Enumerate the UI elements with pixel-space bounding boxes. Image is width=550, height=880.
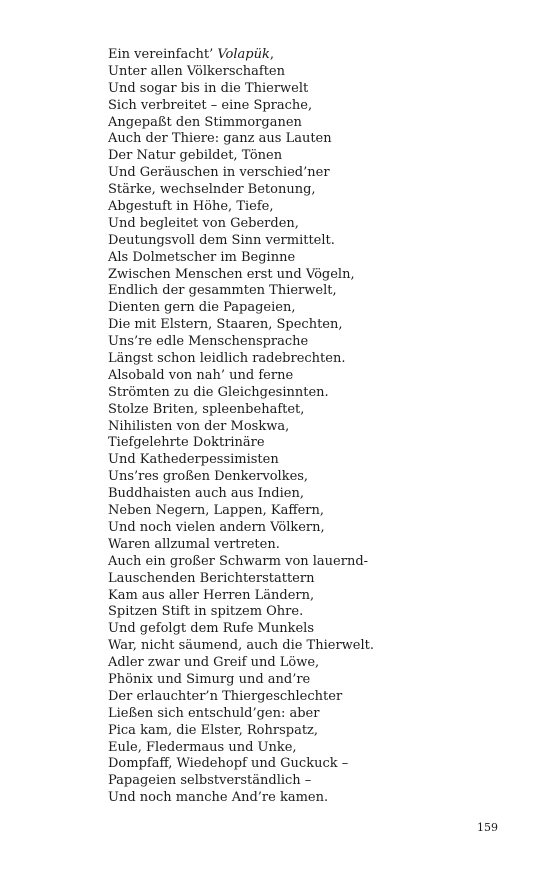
poem-line: Ließen sich entschuld’gen: aber <box>108 705 320 721</box>
poem-line: Kam aus aller Herren Ländern, <box>108 587 315 603</box>
poem-line: Und Kathederpessimisten <box>108 452 279 468</box>
poem-line: Längst schon leidlich radebrechten. <box>108 351 346 367</box>
poem-line: Dienten gern die Papageien, <box>108 300 296 316</box>
poem-line <box>108 47 508 64</box>
poem-line: Als Dolmetscher im Beginne <box>108 249 296 265</box>
poem-line: Unter allen Völkerschaften <box>108 63 285 79</box>
poem-line: Lauschenden Berichterstattern <box>108 570 315 586</box>
poem-line: Die mit Elstern, Staaren, Spechten, <box>108 317 343 333</box>
poem-line: Pica kam, die Elster, Rohrspatz, <box>108 722 319 738</box>
poem-line: Adler zwar und Greif und Löwe, <box>108 655 320 671</box>
poem-line: Neben Negern, Lappen, Kaffern, <box>108 503 324 519</box>
poem-line: Uns’re edle Menschensprache <box>108 334 309 350</box>
poem-line: Waren allzumal vertreten. <box>108 536 280 552</box>
poem-line: Zwischen Menschen erst und Vögeln, <box>108 266 355 282</box>
poem-line: War, nicht säumend, auch die Thierwelt. <box>108 638 375 654</box>
poem-line: Der erlauchter’n Thiergeschlechter <box>108 688 343 704</box>
poem-line: Dompfaff, Wiedehopf und Guckuck – <box>108 756 349 772</box>
poem-line: Phönix und Simurg und and’re <box>108 671 311 687</box>
poem-text <box>108 47 508 807</box>
poem-line: Tiefgelehrte Doktrinäre <box>108 435 265 451</box>
poem-line: Angepaßt den Stimmorganen <box>108 114 302 130</box>
poem-line: Sich verbreitet – eine Sprache, <box>108 97 313 113</box>
poem-line: Endlich der gesammten Thierwelt, <box>108 283 337 299</box>
poem-line: Uns’res großen Denkervolkes, <box>108 469 309 485</box>
page-number: 159 <box>477 821 498 834</box>
poem-line: Und begleitet von Geberden, <box>108 215 299 231</box>
poem-line: Papageien selbstverständlich – <box>108 773 312 789</box>
poem-line-italic: Volapük <box>217 47 270 62</box>
poem-line: Auch ein großer Schwarm von lauernd- <box>108 553 369 569</box>
poem-line-prefix: Ein vereinfacht’ <box>108 47 218 62</box>
poem-line: Und gefolgt dem Rufe Munkels <box>108 621 315 637</box>
poem-line: Und noch manche And’re kamen. <box>108 790 329 806</box>
poem-line: Alsobald von nah’ und ferne <box>108 367 294 383</box>
poem-line: Strömten zu die Gleichgesinnten. <box>108 384 329 400</box>
poem-line: Stolze Briten, spleenbehaftet, <box>108 401 305 417</box>
poem-line: Deutungsvoll dem Sinn vermittelt. <box>108 232 335 248</box>
poem-line: Abgestuft in Höhe, Tiefe, <box>108 199 274 215</box>
poem-line: Buddhaisten auch aus Indien, <box>108 486 304 502</box>
poem-line: Nihilisten von der Moskwa, <box>108 418 290 434</box>
poem-line: Spitzen Stift in spitzem Ohre. <box>108 604 304 620</box>
poem-line-suffix: , <box>269 47 274 62</box>
poem-line: Auch der Thiere: ganz aus Lauten <box>108 131 332 147</box>
poem-line: Der Natur gebildet, Tönen <box>108 148 283 164</box>
poem-line: Und noch vielen andern Völkern, <box>108 519 325 535</box>
poem-line: Und Geräuschen in verschied’ner <box>108 165 330 181</box>
poem-line: Und sogar bis in die Thierwelt <box>108 80 309 96</box>
poem-line: Eule, Fledermaus und Unke, <box>108 739 297 755</box>
poem-line: Stärke, wechselnder Betonung, <box>108 182 316 198</box>
